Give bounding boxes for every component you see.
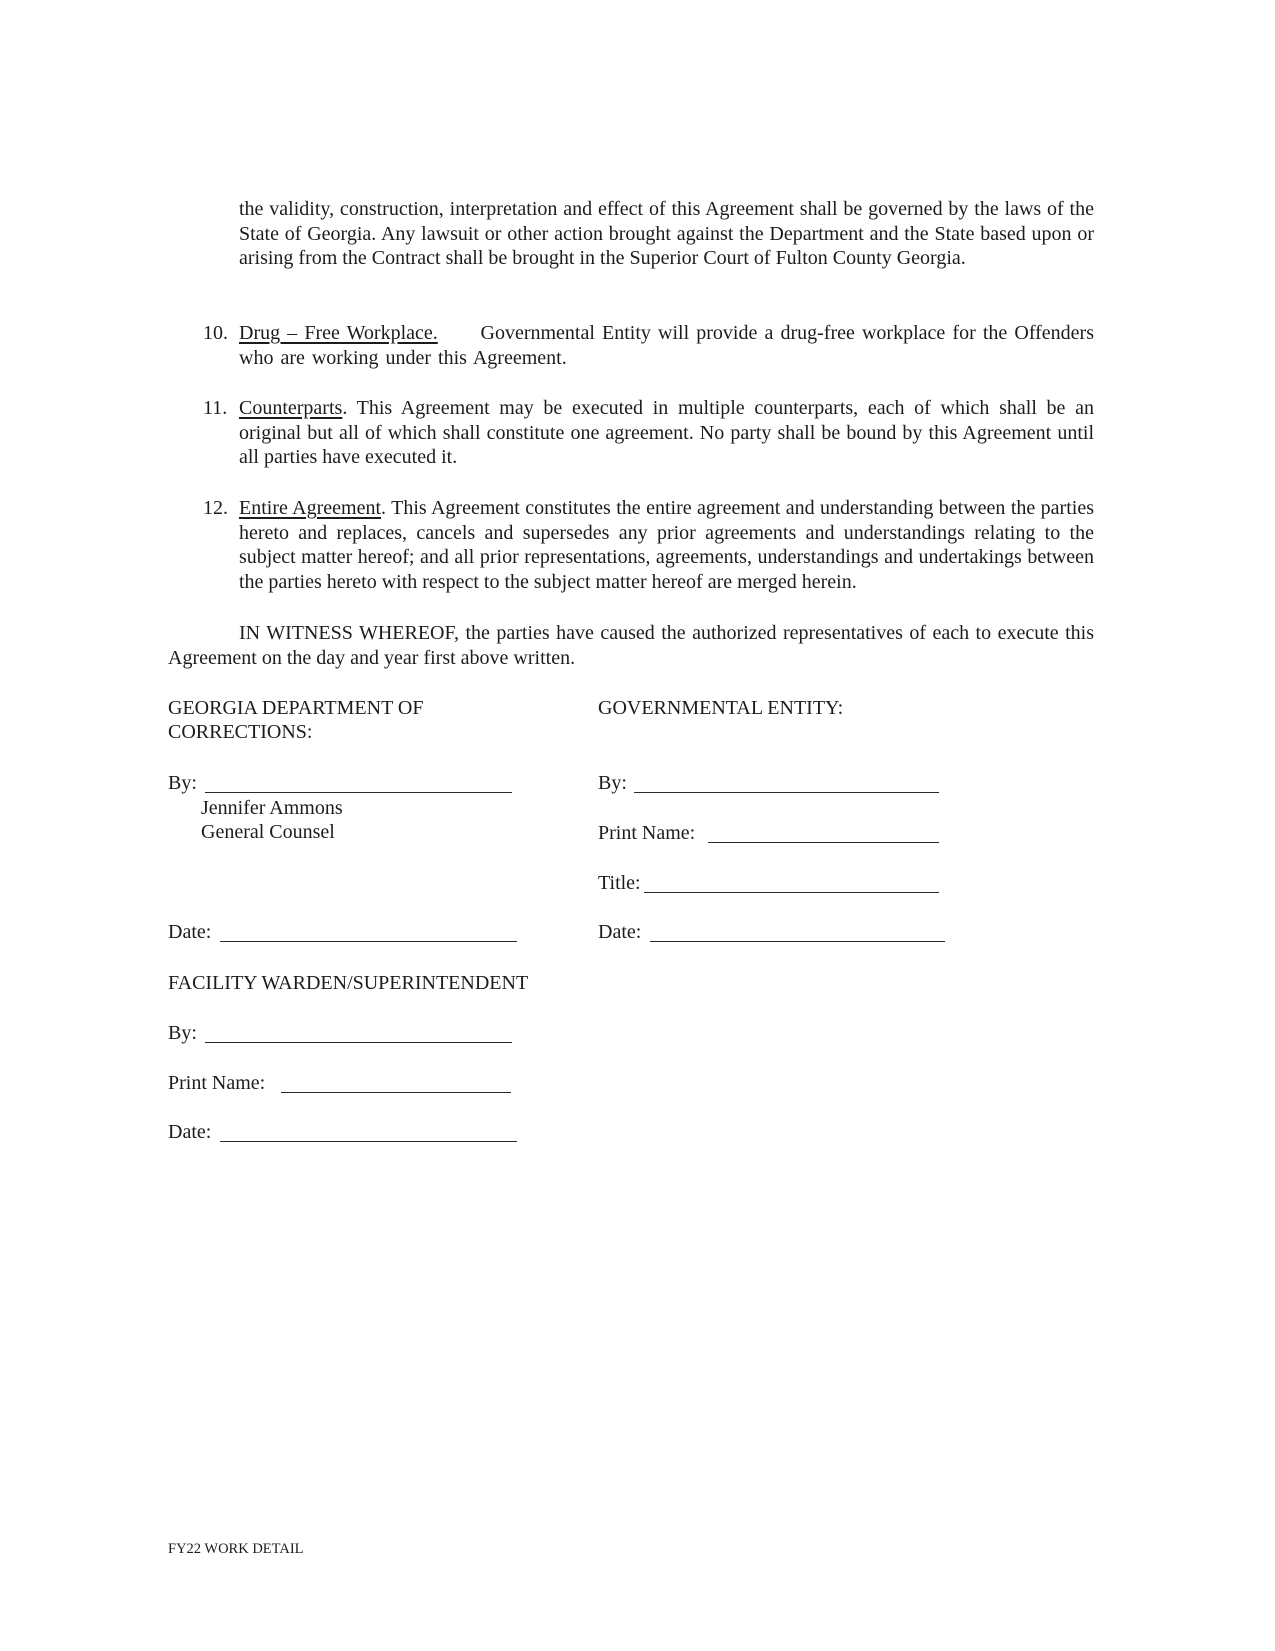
section-12-number: 12. xyxy=(203,497,228,519)
gdc-signature-line[interactable] xyxy=(205,792,512,793)
warden-date-line[interactable] xyxy=(220,1141,517,1142)
entity-date-label: Date: xyxy=(598,921,642,943)
witness-paragraph: IN WITNESS WHEREOF, the parties have caused the authorized representatives of each to execute this Agreement on the day and year first above written. xyxy=(168,622,1094,669)
warden-signature-line[interactable] xyxy=(205,1042,512,1043)
section-11-text: . This Agreement may be executed in multiple counterparts, each of which shall be an original but all of which shall constitute one agreement. No party shall be bound by this Agreement until all parties have executed it. xyxy=(239,397,1094,468)
warden-heading: FACILITY WARDEN/SUPERINTENDENT xyxy=(168,972,529,994)
entity-by-label: By: xyxy=(598,772,627,794)
gdc-heading-line-1: GEORGIA DEPARTMENT OF xyxy=(168,697,424,719)
warden-print-name-label: Print Name: xyxy=(168,1072,266,1094)
page-footer: FY22 WORK DETAIL xyxy=(168,1541,304,1557)
section-12-heading: Entire Agreement xyxy=(239,497,382,519)
gdc-heading-line-2: CORRECTIONS: xyxy=(168,721,313,743)
entity-print-name-line[interactable] xyxy=(708,842,939,843)
gdc-date-line[interactable] xyxy=(220,941,517,942)
section-10-text: Governmental Entity will provide a drug-free workplace for the Offenders who are working under this Agreement. xyxy=(239,322,1095,369)
entity-date-line[interactable] xyxy=(650,941,945,942)
entity-signature-line[interactable] xyxy=(634,792,939,793)
entity-print-name-label: Print Name: xyxy=(598,822,696,844)
section-12-text: . This Agreement constitutes the entire agreement and understanding between the parties hereto and replaces, cancels and supersedes any prior agreements and understandings relating to the subject matter hereof; and all prior representations, agreements, understandings and undertakings between the parties hereto with respect to the subject matter hereof are merged herein. xyxy=(239,497,1094,593)
warden-print-name-line[interactable] xyxy=(281,1092,511,1093)
gdc-date-label: Date: xyxy=(168,921,212,943)
section-12-paragraph xyxy=(239,496,1094,594)
entity-title-line[interactable] xyxy=(644,892,939,893)
section-10-paragraph xyxy=(239,321,1094,370)
section-11-heading: Counterparts xyxy=(239,397,343,419)
warden-date-label: Date: xyxy=(168,1121,212,1143)
gdc-signer-title: General Counsel xyxy=(201,821,335,843)
continuation-paragraph: the validity, construction, interpretation and effect of this Agreement shall be governed by the laws of the State of Georgia. Any lawsuit or other action brought against the Department and the State based upon or arising from the Contract shall be brought in the Superior Court of Fulton County Georgia. xyxy=(239,198,1094,269)
section-10-heading: Drug – Free Workplace. xyxy=(239,322,438,344)
gdc-signer-name: Jennifer Ammons xyxy=(201,797,343,819)
section-11-number: 11. xyxy=(203,397,228,419)
entity-title-label: Title: xyxy=(598,872,641,894)
entity-heading: GOVERNMENTAL ENTITY: xyxy=(598,697,844,719)
warden-by-label: By: xyxy=(168,1022,197,1044)
section-10-number: 10. xyxy=(203,322,228,344)
gdc-by-label: By: xyxy=(168,772,197,794)
section-11-paragraph xyxy=(239,396,1094,470)
